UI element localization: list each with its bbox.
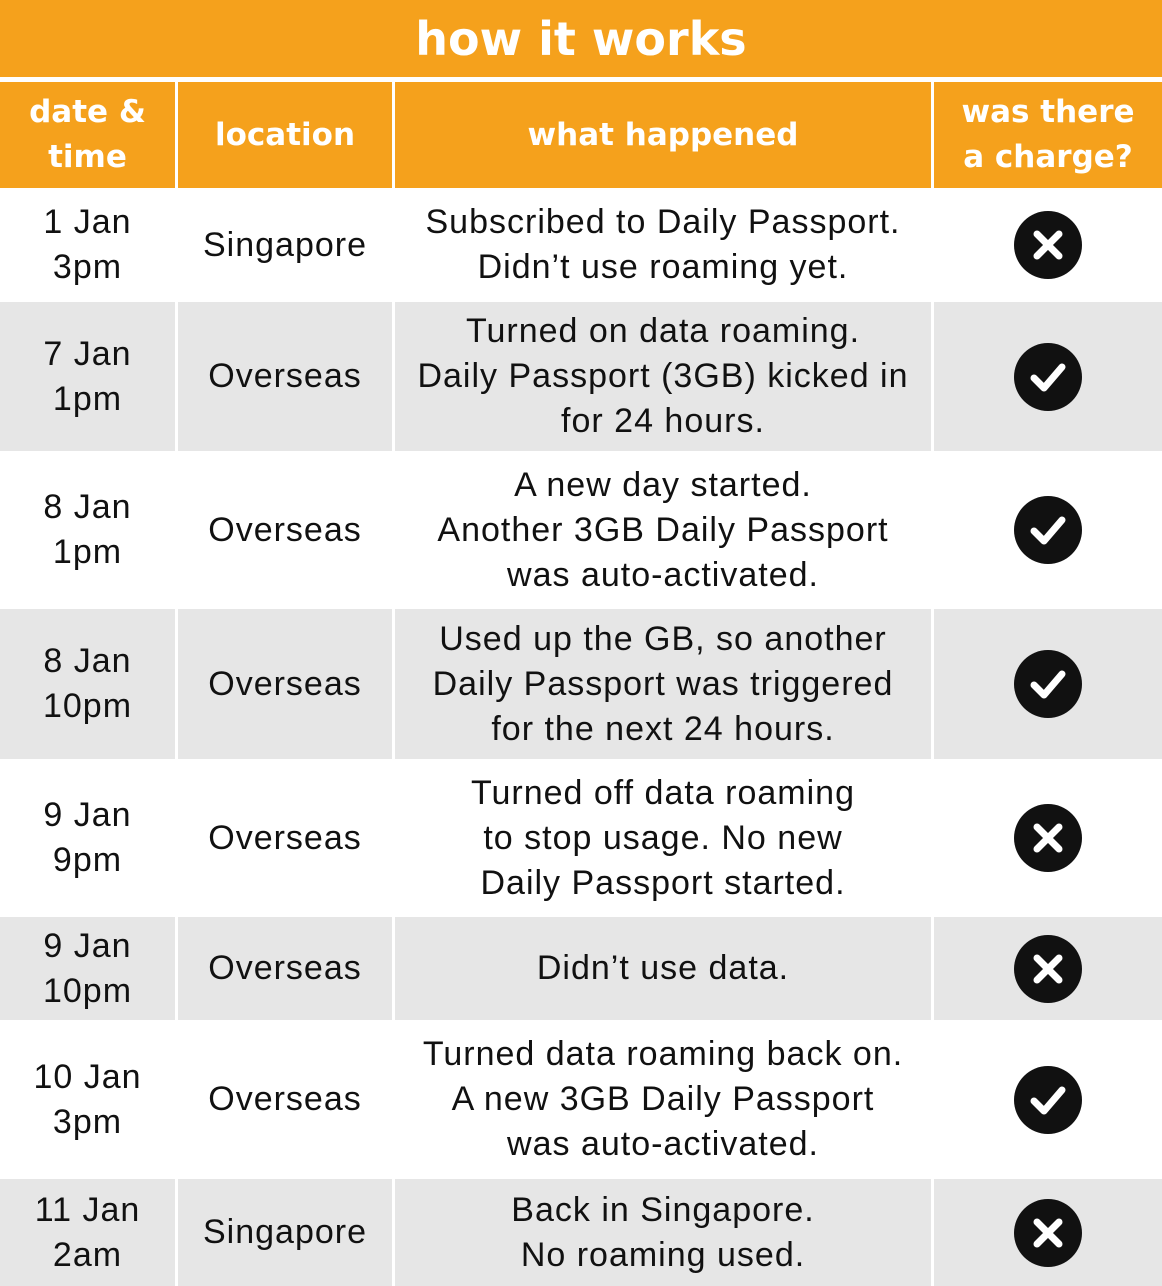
- charge-cell: [934, 451, 1162, 606]
- charge-cell: [934, 299, 1162, 451]
- date-cell: 10 Jan 3pm: [0, 1020, 178, 1176]
- location-cell: Singapore: [178, 188, 395, 299]
- charge-cell: [934, 914, 1162, 1020]
- charge-cell: [934, 606, 1162, 759]
- date-cell: 9 Jan 9pm: [0, 759, 178, 914]
- header-location: location: [178, 82, 395, 188]
- location-cell: Overseas: [178, 914, 395, 1020]
- location-cell: Overseas: [178, 299, 395, 451]
- charge-cell: [934, 188, 1162, 299]
- date-cell: 7 Jan 1pm: [0, 299, 178, 451]
- charge-cell: [934, 1020, 1162, 1176]
- how-it-works-table: [0, 82, 1162, 1286]
- location-cell: Overseas: [178, 759, 395, 914]
- what-happened-cell: Turned off data roaming to stop usage. No new Daily Passport started.: [395, 759, 934, 914]
- header-what-happened: what happened: [395, 82, 934, 188]
- location-cell: Overseas: [178, 606, 395, 759]
- check-icon: [1014, 1066, 1082, 1134]
- charge-cell: [934, 759, 1162, 914]
- header-date-time: date & time: [0, 82, 178, 188]
- table-row: [0, 1020, 1162, 1176]
- check-icon: [1014, 650, 1082, 718]
- what-happened-cell: Turned on data roaming. Daily Passport (3GB) kicked in for 24 hours.: [395, 299, 934, 451]
- header-charge: was there a charge?: [934, 82, 1162, 188]
- date-cell: 8 Jan 10pm: [0, 606, 178, 759]
- table-row: [0, 188, 1162, 299]
- location-cell: Singapore: [178, 1176, 395, 1286]
- table-row: [0, 1176, 1162, 1286]
- table-row: [0, 759, 1162, 914]
- cross-icon: [1014, 211, 1082, 279]
- what-happened-cell: Back in Singapore. No roaming used.: [395, 1176, 934, 1286]
- date-cell: 1 Jan 3pm: [0, 188, 178, 299]
- page-title: how it works: [0, 0, 1162, 77]
- what-happened-cell: Turned data roaming back on. A new 3GB Daily Passport was auto-activated.: [395, 1020, 934, 1176]
- cross-icon: [1014, 935, 1082, 1003]
- what-happened-cell: A new day started. Another 3GB Daily Passport was auto-activated.: [395, 451, 934, 606]
- location-cell: Overseas: [178, 1020, 395, 1176]
- date-cell: 9 Jan 10pm: [0, 914, 178, 1020]
- cross-icon: [1014, 1199, 1082, 1267]
- date-cell: 11 Jan 2am: [0, 1176, 178, 1286]
- date-cell: 8 Jan 1pm: [0, 451, 178, 606]
- table-row: [0, 606, 1162, 759]
- what-happened-cell: Didn’t use data.: [395, 914, 934, 1020]
- table-row: [0, 451, 1162, 606]
- what-happened-cell: Used up the GB, so another Daily Passport was triggered for the next 24 hours.: [395, 606, 934, 759]
- location-cell: Overseas: [178, 451, 395, 606]
- header-row: [0, 82, 1162, 188]
- what-happened-cell: Subscribed to Daily Passport. Didn’t use roaming yet.: [395, 188, 934, 299]
- check-icon: [1014, 496, 1082, 564]
- charge-cell: [934, 1176, 1162, 1286]
- table-row: [0, 914, 1162, 1020]
- table-row: [0, 299, 1162, 451]
- cross-icon: [1014, 804, 1082, 872]
- check-icon: [1014, 343, 1082, 411]
